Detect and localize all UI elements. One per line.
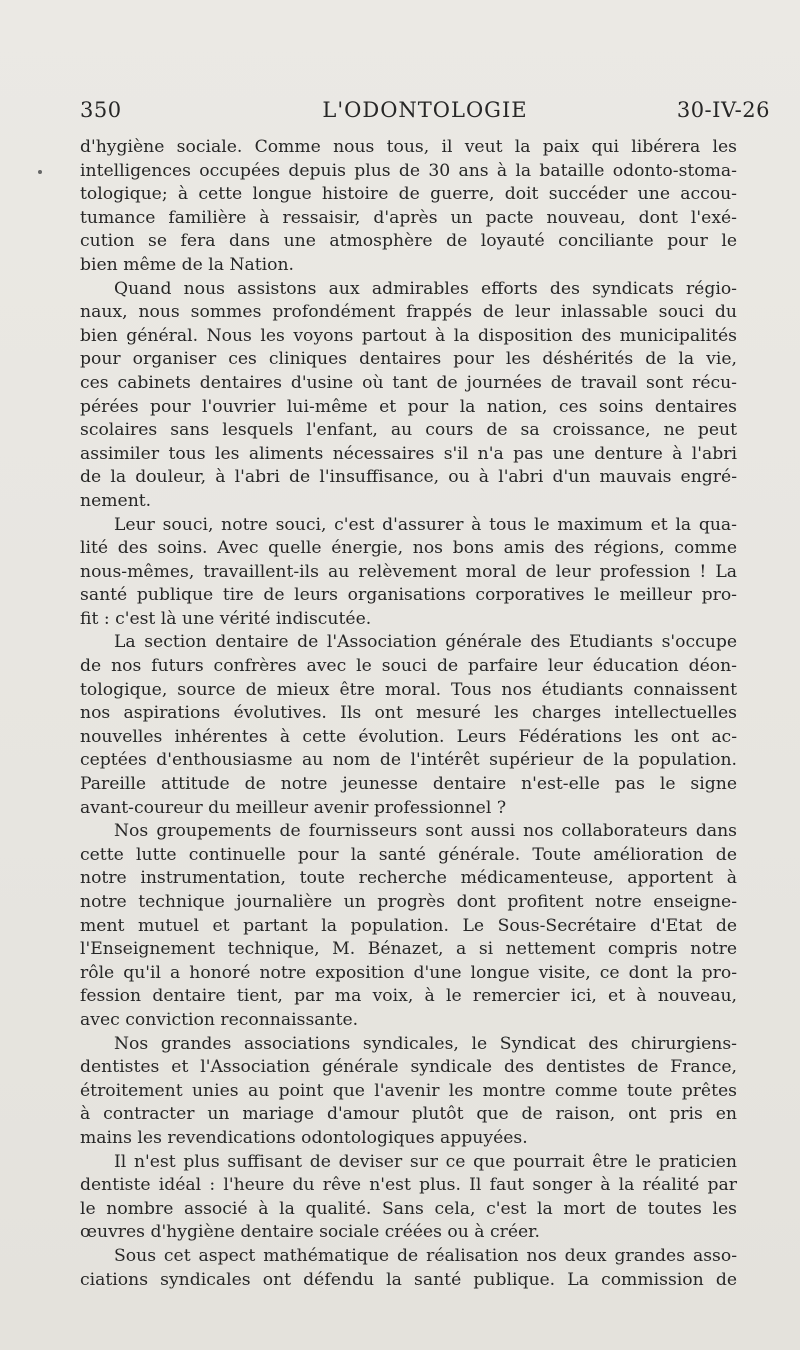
body-text <box>80 136 737 1292</box>
text-line: Nos groupements de fournisseurs sont aussi nos collaborateurs dans <box>114 821 737 842</box>
text-line: bien même de la Nation. <box>80 254 295 275</box>
text-line: lité des soins. Avec quelle énergie, nos bons amis des régions, comme <box>80 538 737 559</box>
margin-mark <box>38 170 42 174</box>
text-line: ceptées d'enthousiasme au nom de l'intérêt supérieur de la population. <box>80 750 737 771</box>
text-line: notre instrumentation, toute recherche médicamenteuse, apportent à <box>80 868 737 889</box>
text-line: bien général. Nous les voyons partout à la disposition des municipalités <box>80 325 737 346</box>
text-line: tumance familière à ressaisir, d'après un pacte nouveau, dont l'exé- <box>80 207 737 228</box>
text-line: étroitement unies au point que l'avenir les montre comme toute prêtes <box>80 1080 737 1101</box>
text-line: naux, nous sommes profondément frappés de leur inlassable souci du <box>80 302 737 323</box>
issue-date: 30-IV-26 <box>676 98 770 122</box>
text-line: Il n'est plus suffisant de deviser sur ce que pourrait être le praticien <box>114 1151 737 1172</box>
text-line: d'hygiène sociale. Comme nous tous, il veut la paix qui libérera les <box>80 137 737 157</box>
text-line: mains les revendications odontologiques appuyées. <box>80 1127 528 1148</box>
text-line: avec conviction reconnaissante. <box>80 1009 359 1030</box>
text-line: fession dentaire tient, par ma voix, à le remercier ici, et à nouveau, <box>80 986 737 1007</box>
text-line: à contracter un mariage d'amour plutôt que de raison, ont pris en <box>80 1104 737 1125</box>
text-line: pérées pour l'ouvrier lui-même et pour la nation, ces soins dentaires <box>80 396 737 417</box>
text-line: cette lutte continuelle pour la santé générale. Toute amélioration de <box>80 844 737 865</box>
text-line: l'Enseignement technique, M. Bénazet, a si nettement compris notre <box>80 939 737 960</box>
text-line: Pareille attitude de notre jeunesse dentaire n'est-elle pas le signe <box>80 774 737 795</box>
text-line: tologique, source de mieux être moral. Tous nos étudiants connaissent <box>80 679 737 700</box>
text-line: rôle qu'il a honoré notre exposition d'une longue visite, ce dont la pro- <box>80 962 737 983</box>
text-line: nous-mêmes, travaillent-ils au relèvement moral de leur profession ! La <box>80 561 737 582</box>
text-line: Sous cet aspect mathématique de réalisation nos deux grandes asso- <box>114 1245 737 1266</box>
text-line: intelligences occupées depuis plus de 30 ans à la bataille odonto-stoma- <box>80 160 737 181</box>
text-line: de la douleur, à l'abri de l'insuffisance, ou à l'abri d'un mauvais engré- <box>80 467 737 488</box>
text-line: nouvelles inhérentes à cette évolution. Leurs Fédérations les ont ac- <box>80 726 737 747</box>
text-line: tologique; à cette longue histoire de guerre, doit succéder une accou- <box>80 184 737 205</box>
journal-title: L'ODONTOLOGIE <box>322 98 528 122</box>
text-line: le nombre associé à la qualité. Sans cela, c'est la mort de toutes les <box>80 1198 737 1219</box>
text-line: santé publique tire de leurs organisations corporatives le meilleur pro- <box>80 585 737 606</box>
text-line: pour organiser ces cliniques dentaires pour les déshérités de la vie, <box>80 349 737 370</box>
text-line: ment mutuel et partant la population. Le Sous-Secrétaire d'Etat de <box>80 915 737 936</box>
text-line: nos aspirations évolutives. Ils ont mesuré les charges intellectuelles <box>80 703 737 724</box>
text-line: Quand nous assistons aux admirables efforts des syndicats régio- <box>114 278 737 299</box>
page-number: 350 <box>80 98 122 122</box>
text-line: Nos grandes associations syndicales, le Syndicat des chirurgiens- <box>114 1033 737 1054</box>
text-line: dentiste idéal : l'heure du rêve n'est plus. Il faut songer à la réalité par <box>80 1175 737 1196</box>
text-line: ciations syndicales ont défendu la santé publique. La commission de <box>80 1269 737 1290</box>
text-line: œuvres d'hygiène dentaire sociale créées ou à créer. <box>80 1222 540 1243</box>
text-line: scolaires sans lesquels l'enfant, au cours de sa croissance, ne peut <box>80 420 737 441</box>
text-line: de nos futurs confrères avec le souci de parfaire leur éducation déon- <box>80 656 737 677</box>
text-line: nement. <box>80 490 152 511</box>
text-line: notre technique journalière un progrès dont profitent notre enseigne- <box>80 892 737 912</box>
text-line: cution se fera dans une atmosphère de loyauté conciliante pour le <box>80 231 737 252</box>
text-line: fit : c'est là une vérité indiscutée. <box>80 608 372 629</box>
running-header <box>80 98 770 126</box>
text-line: La section dentaire de l'Association générale des Etudiants s'occupe <box>114 632 737 653</box>
text-line: dentistes et l'Association générale syndicale des dentistes de France, <box>80 1057 737 1078</box>
text-line: Leur souci, notre souci, c'est d'assurer à tous le maximum et la qua- <box>114 514 737 535</box>
text-line: avant-coureur du meilleur avenir professionnel ? <box>80 797 507 818</box>
text-line: ces cabinets dentaires d'usine où tant de journées de travail sont récu- <box>80 372 737 393</box>
text-line: assimiler tous les aliments nécessaires s'il n'a pas une denture à l'abri <box>80 443 737 464</box>
